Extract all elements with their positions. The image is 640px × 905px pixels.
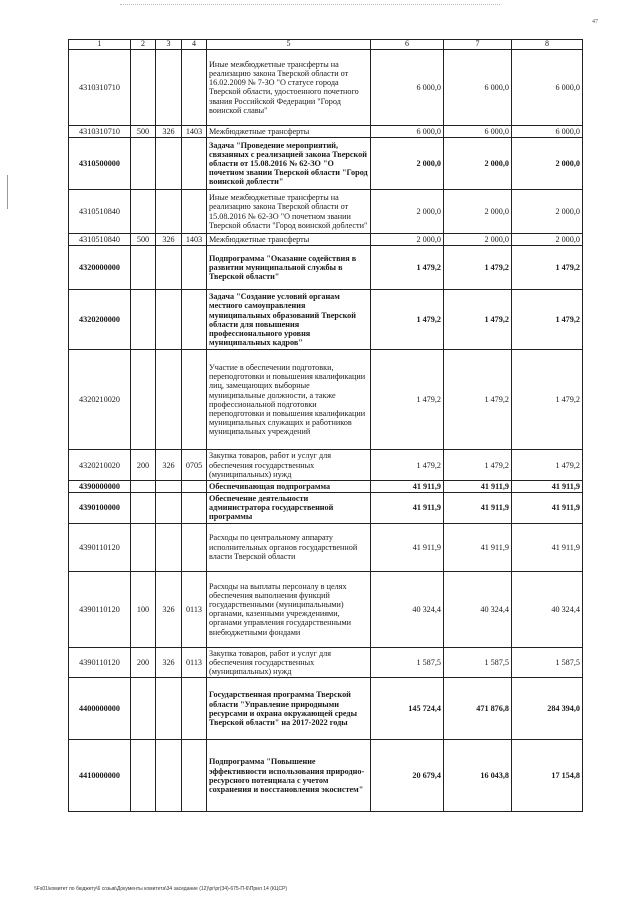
row-name: Обеспечивающая подпрограмма xyxy=(207,480,371,492)
table-row xyxy=(69,571,583,647)
row-value-2020: 1 479,2 xyxy=(512,290,583,350)
row-section xyxy=(182,49,207,125)
row-value-2019: 6 000,0 xyxy=(444,125,512,137)
column-header: 4 xyxy=(182,40,207,50)
row-value-2020: 6 000,0 xyxy=(512,125,583,137)
row-name: Государственная программа Тверской области "Управление природными ресурсами и охрана окружающей среды Тверской области" на 2017-2022 годы xyxy=(207,678,371,740)
row-vr: 100 xyxy=(131,571,156,647)
row-code: 4310510840 xyxy=(69,190,131,234)
table-row xyxy=(69,450,583,481)
row-section xyxy=(182,740,207,812)
row-vr xyxy=(131,740,156,812)
row-admin xyxy=(156,523,182,571)
row-value-2019: 6 000,0 xyxy=(444,49,512,125)
row-vr xyxy=(131,138,156,190)
row-code: 4390110120 xyxy=(69,523,131,571)
row-value-2020: 1 479,2 xyxy=(512,246,583,290)
column-header: 6 xyxy=(371,40,444,50)
row-code: 4400000000 xyxy=(69,678,131,740)
row-value-2018: 2 000,0 xyxy=(371,138,444,190)
table-row xyxy=(69,49,583,125)
table-row xyxy=(69,740,583,812)
row-vr: 200 xyxy=(131,450,156,481)
row-value-2019: 2 000,0 xyxy=(444,234,512,246)
column-header: 5 xyxy=(207,40,371,50)
table-row xyxy=(69,480,583,492)
row-name: Обеспечение деятельности администратора государственной программы xyxy=(207,493,371,524)
row-admin xyxy=(156,246,182,290)
row-admin: 326 xyxy=(156,234,182,246)
row-name: Межбюджетные трансферты xyxy=(207,234,371,246)
row-admin xyxy=(156,678,182,740)
column-header: 2 xyxy=(131,40,156,50)
row-section: 0113 xyxy=(182,647,207,678)
row-name: Межбюджетные трансферты xyxy=(207,125,371,137)
row-admin xyxy=(156,190,182,234)
table-row xyxy=(69,647,583,678)
row-admin xyxy=(156,49,182,125)
row-name: Закупка товаров, работ и услуг для обеспечения государственных (муниципальных) нужд xyxy=(207,450,371,481)
budget-table xyxy=(68,39,583,812)
row-section xyxy=(182,290,207,350)
row-value-2018: 6 000,0 xyxy=(371,125,444,137)
row-vr xyxy=(131,523,156,571)
row-value-2020: 41 911,9 xyxy=(512,493,583,524)
row-vr xyxy=(131,493,156,524)
row-value-2019: 41 911,9 xyxy=(444,480,512,492)
row-section xyxy=(182,493,207,524)
row-value-2018: 1 479,2 xyxy=(371,246,444,290)
row-value-2019: 1 479,2 xyxy=(444,350,512,450)
table-row xyxy=(69,246,583,290)
page-number: 47 xyxy=(592,19,598,25)
row-value-2018: 40 324,4 xyxy=(371,571,444,647)
row-value-2019: 16 043,8 xyxy=(444,740,512,812)
row-value-2018: 41 911,9 xyxy=(371,480,444,492)
row-value-2018: 1 479,2 xyxy=(371,350,444,450)
row-name: Задача "Проведение мероприятий, связанных с реализацией закона Тверской области от 15.08.2016 № 62-ЗО "О почетном звании Тверской области "Город воинской доблести" xyxy=(207,138,371,190)
table-row xyxy=(69,138,583,190)
row-code: 4390110120 xyxy=(69,571,131,647)
row-section xyxy=(182,350,207,450)
row-vr: 500 xyxy=(131,234,156,246)
row-section: 1403 xyxy=(182,125,207,137)
table-row xyxy=(69,678,583,740)
row-value-2018: 6 000,0 xyxy=(371,49,444,125)
row-value-2018: 41 911,9 xyxy=(371,493,444,524)
row-vr xyxy=(131,290,156,350)
row-value-2019: 2 000,0 xyxy=(444,138,512,190)
row-name: Расходы по центральному аппарату исполнительных органов государственной власти Тверской области xyxy=(207,523,371,571)
row-vr xyxy=(131,350,156,450)
table-row xyxy=(69,523,583,571)
row-value-2020: 284 394,0 xyxy=(512,678,583,740)
column-number-row xyxy=(69,40,583,50)
row-value-2019: 1 479,2 xyxy=(444,246,512,290)
row-value-2020: 6 000,0 xyxy=(512,49,583,125)
row-value-2018: 2 000,0 xyxy=(371,234,444,246)
row-value-2019: 1 479,2 xyxy=(444,450,512,481)
table-row xyxy=(69,350,583,450)
row-name: Задача "Создание условий органам местного самоуправления муниципальных образований Тверской области для повышения профессионального уровня муниципальных кадров" xyxy=(207,290,371,350)
row-value-2018: 41 911,9 xyxy=(371,523,444,571)
row-section xyxy=(182,523,207,571)
row-section: 0113 xyxy=(182,571,207,647)
row-code: 4390100000 xyxy=(69,493,131,524)
row-vr: 200 xyxy=(131,647,156,678)
row-admin xyxy=(156,290,182,350)
row-admin: 326 xyxy=(156,571,182,647)
row-vr xyxy=(131,49,156,125)
row-value-2020: 17 154,8 xyxy=(512,740,583,812)
row-code: 4310500000 xyxy=(69,138,131,190)
row-admin: 326 xyxy=(156,125,182,137)
row-code: 4310510840 xyxy=(69,234,131,246)
row-section xyxy=(182,246,207,290)
column-header: 3 xyxy=(156,40,182,50)
row-value-2018: 1 587,5 xyxy=(371,647,444,678)
row-section: 1403 xyxy=(182,234,207,246)
row-value-2019: 41 911,9 xyxy=(444,493,512,524)
row-value-2018: 20 679,4 xyxy=(371,740,444,812)
table-row xyxy=(69,493,583,524)
row-name: Подпрограмма "Повышение эффективности использования природно-ресурсного потенциала с учетом сохранения и восстановления экосистем" xyxy=(207,740,371,812)
row-value-2020: 41 911,9 xyxy=(512,480,583,492)
row-section xyxy=(182,480,207,492)
row-vr xyxy=(131,190,156,234)
row-value-2020: 1 479,2 xyxy=(512,450,583,481)
row-name: Иные межбюджетные трансферты на реализацию закона Тверской области от 15.08.2016 № 62-ЗО "О почетном звании Тверской области "Город воинской доблести" xyxy=(207,190,371,234)
row-value-2020: 1 479,2 xyxy=(512,350,583,450)
row-admin xyxy=(156,138,182,190)
row-name: Подпрограмма "Оказание содействия в развитии муниципальной службы в Тверской области" xyxy=(207,246,371,290)
row-code: 4320210020 xyxy=(69,350,131,450)
row-code: 4320200000 xyxy=(69,290,131,350)
row-value-2018: 1 479,2 xyxy=(371,290,444,350)
row-section xyxy=(182,678,207,740)
row-code: 4320000000 xyxy=(69,246,131,290)
row-value-2019: 40 324,4 xyxy=(444,571,512,647)
row-name: Иные межбюджетные трансферты на реализацию закона Тверской области от 16.02.2009 № 7-ЗО "О статусе города Тверской области, удостоенного почетного звания Российской Федерации "Город воинской славы" xyxy=(207,49,371,125)
row-admin: 326 xyxy=(156,647,182,678)
row-value-2020: 40 324,4 xyxy=(512,571,583,647)
row-value-2019: 41 911,9 xyxy=(444,523,512,571)
row-section xyxy=(182,138,207,190)
column-header: 1 xyxy=(69,40,131,50)
row-code: 4310310710 xyxy=(69,49,131,125)
row-vr xyxy=(131,246,156,290)
row-name: Расходы на выплаты персоналу в целях обеспечения выполнения функций государственными (муниципальными) органами, казенными учреждениями, органами управления государственными внебюджетными фондами xyxy=(207,571,371,647)
row-vr xyxy=(131,678,156,740)
column-header: 8 xyxy=(512,40,583,50)
row-value-2020: 2 000,0 xyxy=(512,234,583,246)
row-code: 4410000000 xyxy=(69,740,131,812)
scan-artifact-line xyxy=(120,4,500,6)
row-value-2019: 471 876,8 xyxy=(444,678,512,740)
row-admin: 326 xyxy=(156,450,182,481)
row-section xyxy=(182,190,207,234)
row-value-2020: 1 587,5 xyxy=(512,647,583,678)
row-admin xyxy=(156,740,182,812)
row-value-2018: 145 724,4 xyxy=(371,678,444,740)
row-code: 4310310710 xyxy=(69,125,131,137)
row-admin xyxy=(156,350,182,450)
row-value-2020: 2 000,0 xyxy=(512,138,583,190)
row-value-2019: 1 587,5 xyxy=(444,647,512,678)
row-value-2018: 1 479,2 xyxy=(371,450,444,481)
row-code: 4320210020 xyxy=(69,450,131,481)
row-vr xyxy=(131,480,156,492)
table-row xyxy=(69,125,583,137)
row-vr: 500 xyxy=(131,125,156,137)
table-row xyxy=(69,234,583,246)
row-value-2018: 2 000,0 xyxy=(371,190,444,234)
row-value-2019: 1 479,2 xyxy=(444,290,512,350)
row-value-2020: 41 911,9 xyxy=(512,523,583,571)
table-row xyxy=(69,290,583,350)
row-code: 4390110120 xyxy=(69,647,131,678)
row-name: Участие в обеспечении подготовки, переподготовки и повышения квалификации лиц, замещающих выборные муниципальные должности, а также профессиональной подготовки переподготовки и повышения квалификации муниципальных служащих и работников муниципальных учреждений xyxy=(207,350,371,450)
row-value-2019: 2 000,0 xyxy=(444,190,512,234)
row-section: 0705 xyxy=(182,450,207,481)
table-row xyxy=(69,190,583,234)
row-code: 4390000000 xyxy=(69,480,131,492)
row-value-2020: 2 000,0 xyxy=(512,190,583,234)
row-name: Закупка товаров, работ и услуг для обеспечения государственных (муниципальных) нужд xyxy=(207,647,371,678)
margin-mark xyxy=(7,175,8,209)
row-admin xyxy=(156,480,182,492)
row-admin xyxy=(156,493,182,524)
footer-file-path: \\Fs01\комитет по бюджету\6 созыв\Документы комитета\34 заседание (12)\pr\pr(34)-675-П-6\Прил 14 (КЦСР) xyxy=(34,886,288,892)
column-header: 7 xyxy=(444,40,512,50)
